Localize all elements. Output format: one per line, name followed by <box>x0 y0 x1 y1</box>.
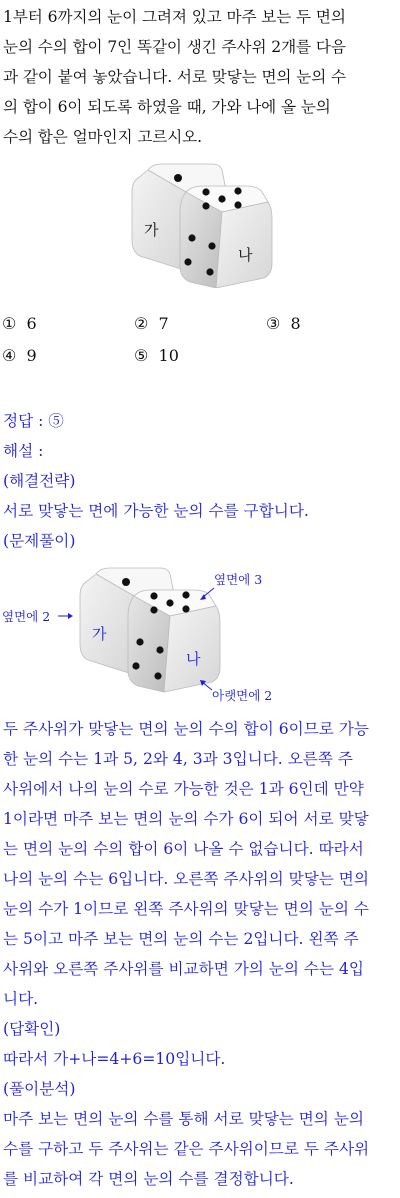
question-line: 의 합이 6이 되도록 하였을 때, 가와 나에 올 눈의 <box>3 98 331 116</box>
solution-line: 한 눈의 수는 1과 5, 2와 4, 3과 3입니다. 오른쪽 주 <box>3 750 353 768</box>
label-side-left: 옆면에 2 <box>2 609 51 624</box>
answer-line: 정답 : ⑤ <box>3 412 64 430</box>
solution-line: 사위에서 나의 눈의 수로 가능한 것은 1과 6인데 만약 <box>3 780 364 798</box>
face-label-na: 나 <box>186 650 201 668</box>
choice-5[interactable]: ⑤ 10 <box>134 346 179 365</box>
analysis-line: 수를 구하고 두 주사위는 같은 주사위이므로 두 주사위 <box>3 1140 370 1158</box>
analysis-line: 를 비교하여 각 면의 눈의 수를 결정합니다. <box>3 1170 294 1188</box>
solution-line: 눈의 수가 1이므로 왼쪽 주사위의 맞닿는 면의 눈의 수 <box>3 900 369 918</box>
face-label-na: 나 <box>238 246 253 264</box>
question-line: 과 같이 붙여 놓았습니다. 서로 맞닿는 면의 눈의 수 <box>3 68 346 86</box>
dice-figure <box>126 160 274 288</box>
label-side-top: 옆면에 3 <box>214 572 263 587</box>
label-bottom: 아랫면에 2 <box>212 688 273 703</box>
solution-line: 1이라면 마주 보는 면의 눈의 수가 6이 되어 서로 맞닿 <box>3 810 369 828</box>
choice-2[interactable]: ② 7 <box>134 314 169 333</box>
solution-line: 는 면의 눈의 수의 합이 6이 나올 수 없습니다. 따라서 <box>3 840 364 858</box>
choice-3[interactable]: ③ 8 <box>266 314 301 333</box>
explanation-title: 해설 : <box>3 442 44 460</box>
check-heading: (답확인) <box>3 1020 61 1038</box>
question-line: 1부터 6까지의 눈이 그려져 있고 마주 보는 두 면의 <box>3 8 346 26</box>
solution-line: 사위와 오른쪽 주사위를 비교하면 가의 눈의 수는 4입 <box>3 960 364 978</box>
strategy-heading: (해결전략) <box>3 472 76 490</box>
question-line: 수의 합은 얼마인지 고르시오. <box>3 128 202 146</box>
solution-line: 두 주사위가 맞닿는 면의 눈의 수의 합이 6이므로 가능 <box>3 720 369 738</box>
solution-line: 나의 눈의 수는 6입니다. 오른쪽 주사위의 맞닿는 면의 <box>3 870 369 888</box>
solution-heading: (문제풀이) <box>3 532 76 550</box>
analysis-line: 마주 보는 면의 눈의 수를 통해 서로 맞닿는 면의 눈의 <box>3 1110 364 1128</box>
die-pip <box>174 174 182 182</box>
question-text <box>3 2 397 152</box>
check-text: 따라서 가+나=4+6=10입니다. <box>3 1050 226 1068</box>
face-label-ga: 가 <box>144 221 159 239</box>
analysis-heading: (풀이분석) <box>3 1080 76 1098</box>
face-label-ga: 가 <box>92 625 107 643</box>
strategy-text: 서로 맞닿는 면에 가능한 눈의 수를 구합니다. <box>3 502 309 520</box>
solution-line: 니다. <box>3 990 39 1008</box>
annotated-dice-illustration <box>0 560 300 710</box>
solution-body <box>3 714 397 1194</box>
answer-header <box>3 406 397 556</box>
dice-illustration <box>126 160 274 288</box>
solution-line: 는 5이고 마주 보는 면의 눈의 수는 2입니다. 왼쪽 주 <box>3 930 359 948</box>
choice-4[interactable]: ④ 9 <box>2 346 37 365</box>
annotated-dice-figure <box>0 560 300 710</box>
choice-1[interactable]: ① 6 <box>2 314 37 333</box>
question-line: 눈의 수의 합이 7인 똑같이 생긴 주사위 2개를 다음 <box>3 38 346 56</box>
